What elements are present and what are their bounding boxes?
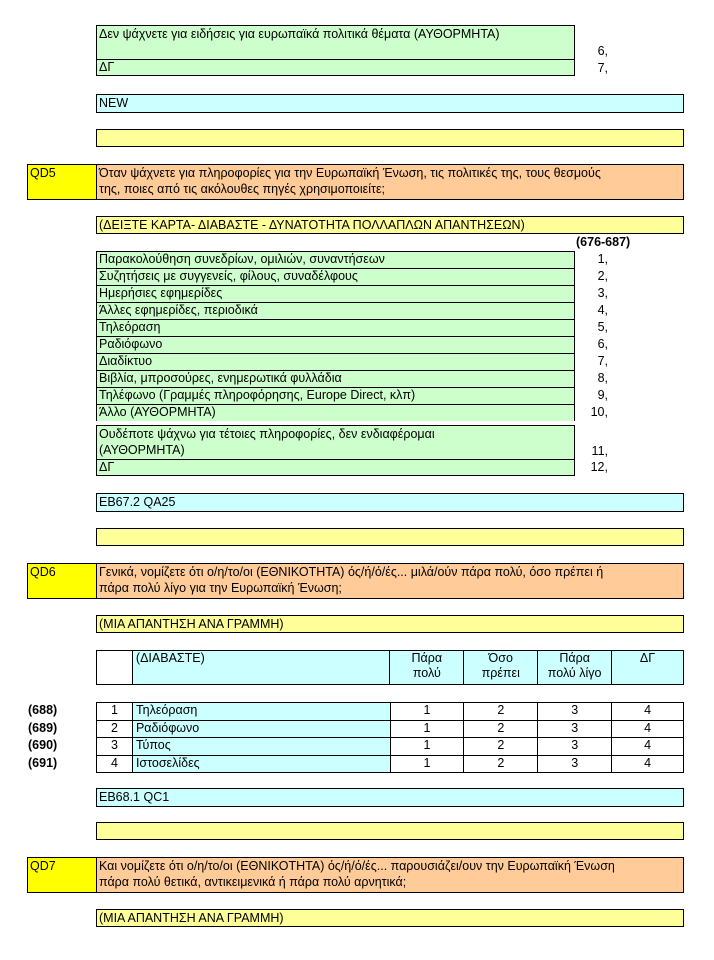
answer-code-cell: 3 <box>538 755 612 773</box>
option-row <box>96 353 575 370</box>
option-row <box>96 59 575 76</box>
option-row <box>96 370 575 387</box>
option-row <box>96 285 575 302</box>
header-col-3: Πάρα πολύ λίγο <box>538 651 612 685</box>
option-row <box>96 319 575 336</box>
instruction-text: (ΔΕΙΞΤΕ ΚΑΡΤΑ- ΔΙΑΒΑΣΤΕ - ΔΥΝΑΤΟΤΗΤΑ ΠΟΛΛΑΠΛΩΝ ΑΠΑΝΤΗΣΕΩΝ) <box>99 218 525 232</box>
option-row <box>96 387 575 404</box>
question-text <box>96 857 684 893</box>
question-line: πάρα πολύ θετικά, αντικειμενικά ή πάρα πολύ αρνητικά; <box>99 875 407 889</box>
option-code: 12, <box>590 460 608 474</box>
option-code: 4, <box>597 303 608 317</box>
question-label-text: QD6 <box>30 565 56 579</box>
row-column-code: (689) <box>28 720 58 735</box>
answer-code-cell: 2 <box>464 755 538 773</box>
question-line: Όταν ψάχνετε για πληροφορίες για την Ευρωπαϊκή Ένωση, τις πολιτικές της, τους θεσμούς <box>99 166 601 180</box>
option-text: Ραδιόφωνο <box>99 337 163 351</box>
answer-code-cell: 4 <box>612 703 684 721</box>
option-row <box>96 336 575 353</box>
option-text: Τηλέφωνο (Γραμμές πληροφόρησης, Europe Direct, κλπ) <box>99 388 416 402</box>
option-text: Τηλεόραση <box>99 320 161 334</box>
option-text: Δεν ψάχνετε για ειδήσεις για ευρωπαϊκά πολιτικά θέματα (ΑΥΘΟΡΜΗΤΑ) <box>99 27 500 41</box>
option-row <box>96 25 575 60</box>
option-code: 10, <box>590 405 608 419</box>
row-label-cell: Τύπος <box>132 738 390 756</box>
option-text: Παρακολούθηση συνεδρίων, ομιλιών, συναντήσεων <box>99 252 385 266</box>
option-text: (ΑΥΘΟΡΜΗΤΑ) <box>99 443 185 457</box>
option-text: ΔΓ <box>99 460 115 474</box>
instruction-bar <box>96 216 684 234</box>
header-col-4: ΔΓ <box>612 651 684 685</box>
option-text: ΔΓ <box>99 60 115 74</box>
row-column-code: (688) <box>28 703 58 717</box>
option-code: 5, <box>597 320 608 334</box>
answer-code-cell: 2 <box>464 703 538 721</box>
instruction-bar <box>96 615 684 633</box>
answer-code-cell: 1 <box>390 703 464 721</box>
option-text: Συζητήσεις με συγγενείς, φίλους, συναδέλφους <box>99 269 358 283</box>
header-blank-cell <box>97 651 133 685</box>
grid-rows <box>96 702 684 773</box>
option-code: 1, <box>597 252 608 266</box>
blank-bar <box>96 528 684 546</box>
option-code: 9, <box>597 388 608 402</box>
source-note-text: EB68.1 QC1 <box>99 790 170 804</box>
grid-header <box>96 650 684 685</box>
blank-bar <box>96 822 684 840</box>
option-row <box>96 404 575 421</box>
answer-code-cell: 1 <box>390 755 464 773</box>
table-row <box>97 720 684 738</box>
question-line: της, ποιες από τις ακόλουθες πηγές χρησιμοποιείτε; <box>99 182 385 196</box>
option-code: 11, <box>591 444 608 458</box>
header-read-text: (ΔΙΑΒΑΣΤΕ) <box>135 651 205 665</box>
header-read-cell <box>132 651 389 685</box>
question-label <box>27 164 97 200</box>
question-label <box>27 857 97 893</box>
row-column-code: (691) <box>28 755 58 770</box>
option-text: Βιβλία, μπροσούρες, ενημερωτικά φυλλάδια <box>99 371 342 385</box>
source-note <box>96 493 684 512</box>
option-text: Διαδίκτυο <box>99 354 153 368</box>
source-note-text: NEW <box>99 96 129 110</box>
blank-bar <box>96 129 684 147</box>
table-row <box>97 755 684 773</box>
row-column-code: (690) <box>28 738 58 752</box>
table-row <box>97 738 684 756</box>
answer-code-cell: 3 <box>538 703 612 721</box>
question-line: πάρα πολύ λίγο για την Ευρωπαϊκή Ένωση; <box>99 581 342 595</box>
option-row <box>96 425 575 459</box>
question-label-text: QD5 <box>30 166 56 180</box>
option-code: 2, <box>597 269 608 283</box>
answer-code-cell: 4 <box>612 755 684 773</box>
answer-code-cell: 1 <box>390 720 464 738</box>
instruction-bar <box>96 909 684 927</box>
option-text: Ημερήσιες εφημερίδες <box>99 286 223 300</box>
row-number-cell: 3 <box>97 738 133 756</box>
option-text: Άλλες εφημερίδες, περιοδικά <box>99 303 258 317</box>
option-code: 6, <box>597 44 608 58</box>
column-range: (676-687) <box>576 235 631 249</box>
answer-code-cell: 3 <box>538 720 612 738</box>
question-line: Γενικά, νομίζετε ότι ο/η/το/οι (ΕΘΝΙΚΟΤΗΤΑ) ός/ή/ό/ές... μιλά/ούν πάρα πολύ, όσο πρέπει ή <box>99 565 604 579</box>
row-label-cell: Ιστοσελίδες <box>132 755 390 773</box>
option-row <box>96 302 575 319</box>
answer-code-cell: 4 <box>612 720 684 738</box>
option-text: Άλλο (ΑΥΘΟΡΜΗΤΑ) <box>99 405 216 419</box>
header-col-1: Πάρα πολύ <box>390 651 464 685</box>
answer-code-cell: 3 <box>538 738 612 756</box>
option-row <box>96 459 575 476</box>
table-row <box>97 703 684 721</box>
option-code: 6, <box>597 337 608 351</box>
source-note <box>96 788 684 807</box>
instruction-text: (ΜΙΑ ΑΠΑΝΤΗΣΗ ΑΝΑ ΓΡΑΜΜΗ) <box>99 617 284 631</box>
answer-code-cell: 2 <box>464 738 538 756</box>
header-col-2: Όσο πρέπει <box>464 651 538 685</box>
question-label-text: QD7 <box>30 859 56 873</box>
row-number-cell: 1 <box>97 703 133 721</box>
question-text <box>96 563 684 599</box>
row-number-cell: 2 <box>97 720 133 738</box>
option-row <box>96 251 575 268</box>
row-number-cell: 4 <box>97 755 133 773</box>
source-note <box>96 94 684 113</box>
instruction-text: (ΜΙΑ ΑΠΑΝΤΗΣΗ ΑΝΑ ΓΡΑΜΜΗ) <box>99 911 284 925</box>
option-code: 8, <box>597 371 608 385</box>
answer-code-cell: 4 <box>612 738 684 756</box>
row-label-cell: Τηλεόραση <box>132 703 390 721</box>
question-label <box>27 563 97 599</box>
option-code: 3, <box>597 286 608 300</box>
option-text: Ουδέποτε ψάχνω για τέτοιες πληροφορίες, δεν ενδιαφέρομαι <box>99 427 435 441</box>
question-line: Και νομίζετε ότι ο/η/το/οι (ΕΘΝΙΚΟΤΗΤΑ) ός/ή/ό/ές... παρουσιάζει/ουν την Ευρωπαϊκή Ένωση <box>99 859 615 873</box>
option-code: 7, <box>597 354 608 368</box>
source-note-text: EB67.2 QA25 <box>99 495 176 509</box>
option-row <box>96 268 575 285</box>
option-code: 7, <box>597 61 608 75</box>
question-text <box>96 164 684 200</box>
answer-code-cell: 2 <box>464 720 538 738</box>
answer-code-cell: 1 <box>390 738 464 756</box>
row-label-cell: Ραδιόφωνο <box>132 720 390 738</box>
